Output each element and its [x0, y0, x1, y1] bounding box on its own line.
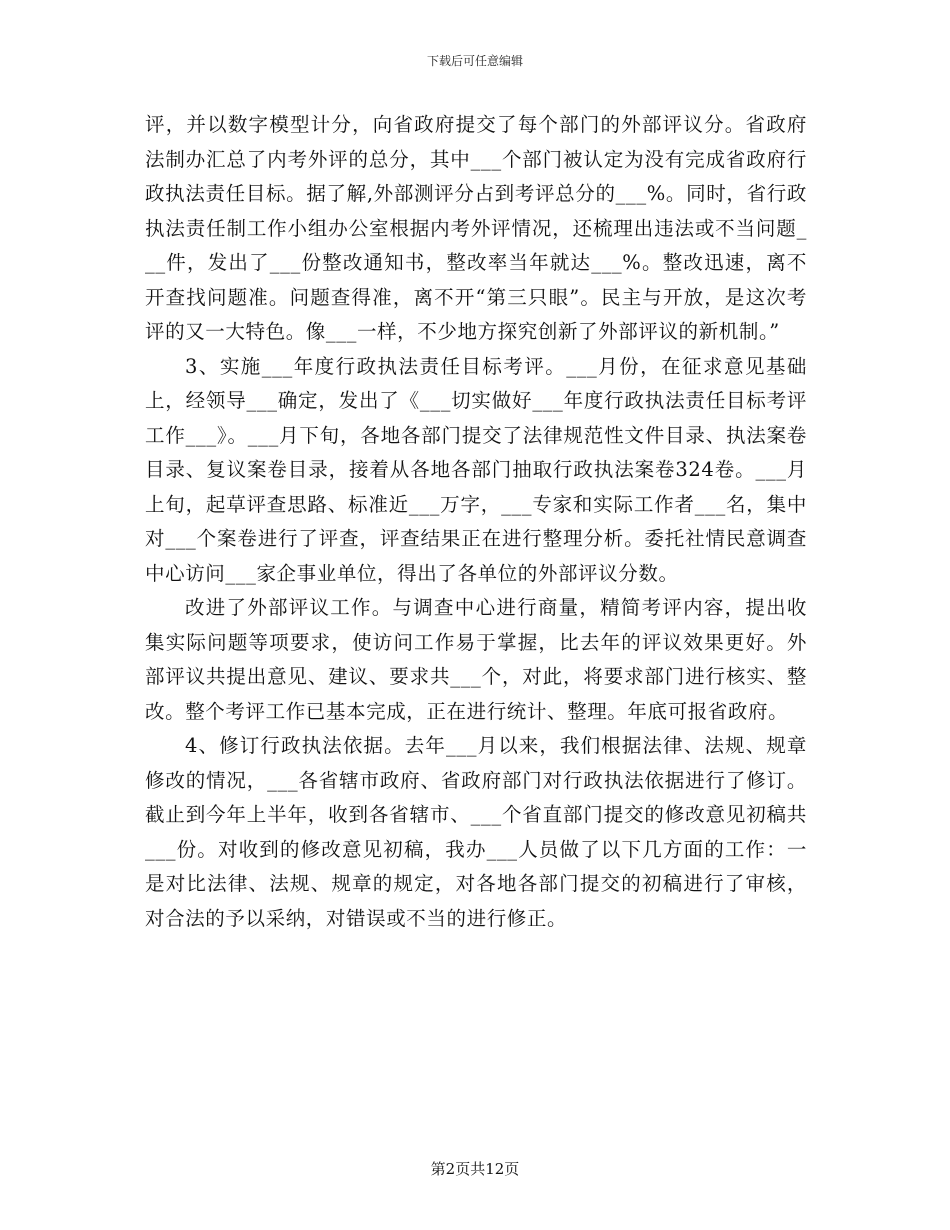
document-body [145, 108, 807, 936]
page-number: 第2页共12页 [430, 1160, 520, 1178]
paragraph-external-review: 改进了外部评议工作。与调查中心进行商量，精简考评内容，提出收集实际问题等项要求，使访问工作易于掌握，比去年的评议效果更好。外部评议共提出意见、建议、要求共___个，对此，将要求部门进行核实、整改。整个考评工作已基本完成，正在进行统计、整理。年底可报省政府。 [145, 596, 807, 723]
paragraph-continuation: 评，并以数字模型计分，向省政府提交了每个部门的外部评议分。省政府法制办汇总了内考外评的总分，其中___个部门被认定为没有完成省政府行政执法责任目标。据了解,外部测评分占到考评总分的___%。同时，省行政执法责任制工作小组办公室根据内考外评情况，还梳理出违法或不当问题___件，发出了___份整改通知书，整改率当年就达___%。整改迅速，离不开查找问题准。问题查得准，离不开“第三只眼”。民主与开放，是这次考评的又一大特色。像___一样，不少地方探究创新了外部评议的新机制。” [145, 113, 807, 343]
paragraph-item-3: 3、实施___年度行政执法责任目标考评。___月份，在征求意见基础上，经领导___确定，发出了《___切实做好___年度行政执法责任目标考评工作___》。___月下旬，各地各部门提交了法律规范性文件目录、执法案卷目录、复议案卷目录，接着从各地各部门抽取行政执法案卷324卷。___月上旬，起草评查思路、标准近___万字，___专家和实际工作者___名，集中对___个案卷进行了评查，评查结果正在进行整理分析。委托社情民意调查中心访问___家企事业单位，得出了各单位的外部评议分数。 [145, 354, 807, 585]
page-header: 下载后可任意编辑 [426, 54, 523, 68]
paragraph-item-4: 4、修订行政执法依据。去年___月以来，我们根据法律、法规、规章修改的情况，___各省辖市政府、省政府部门对行政执法依据进行了修订。截止到今年上半年，收到各省辖市、___个省直部门提交的修改意见初稿共___份。对收到的修改意见初稿，我办___人员做了以下几方面的工作：一是对比法律、法规、规章的规定，对各地各部门提交的初稿进行了审核，对合法的予以采纳，对错误或不当的进行修正。 [145, 734, 807, 930]
